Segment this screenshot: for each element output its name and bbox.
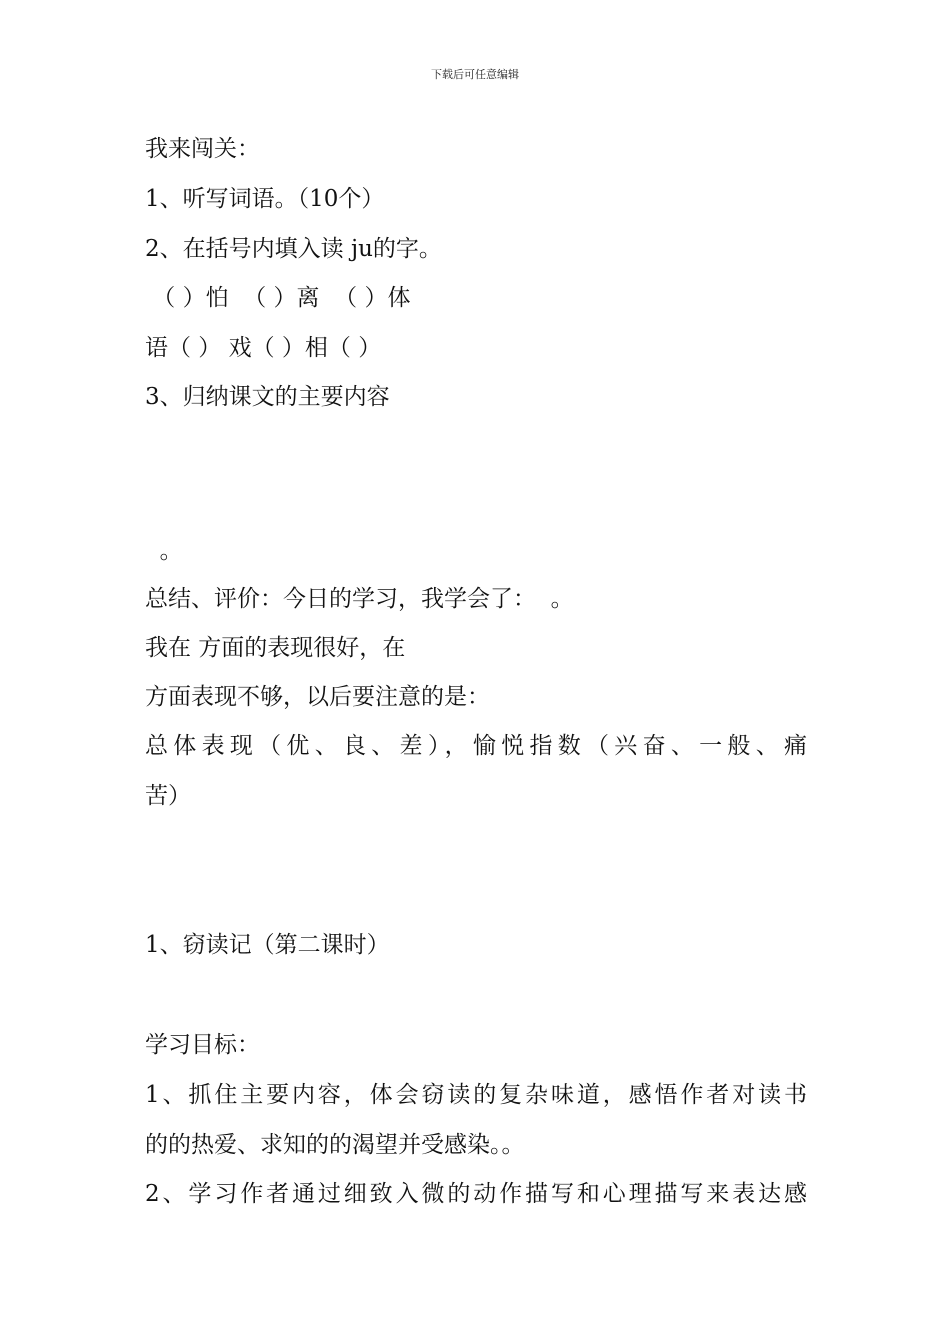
- question-1: 1、听写词语。（10个）: [145, 186, 385, 212]
- learning-goals-heading: 学习目标：: [145, 1032, 260, 1058]
- section-title-challenge: 我来闯关：: [145, 136, 260, 162]
- question-2: 2、在括号内填入读 ju的字。: [145, 236, 442, 262]
- goal-1-cont: 的的热爱、求知的的渴望并受感染。。: [145, 1132, 525, 1158]
- goal-1: 1、抓住主要内容，体会窃读的复杂味道，感悟作者对读书: [145, 1082, 807, 1108]
- overall-rating-line: 总体表现（优、良、差），愉悦指数（兴奋、一般、痛: [145, 733, 807, 759]
- goal-2: 2、学习作者通过细致入微的动作描写和心理描写来表达感: [145, 1181, 807, 1207]
- page-header: 下载后可任意编辑: [431, 68, 519, 81]
- fill-blank-row-1: （ ）怕 （ ）离 （ ）体: [145, 285, 411, 311]
- question-3: 3、归纳课文的主要内容: [145, 384, 390, 410]
- answer-end-mark: 。: [145, 538, 183, 564]
- performance-improve-line: 方面表现不够，以后要注意的是：: [145, 684, 490, 710]
- overall-rating-line-cont: 苦）: [145, 783, 191, 809]
- fill-blank-row-2: 语（ ） 戏（ ）相（ ）: [145, 335, 382, 361]
- lesson-title: 1、窃读记（第二课时）: [145, 932, 390, 958]
- summary-line: 总结、评价：今日的学习，我学会了： 。: [145, 586, 574, 612]
- performance-good-line: 我在 方面的表现很好，在: [145, 635, 406, 661]
